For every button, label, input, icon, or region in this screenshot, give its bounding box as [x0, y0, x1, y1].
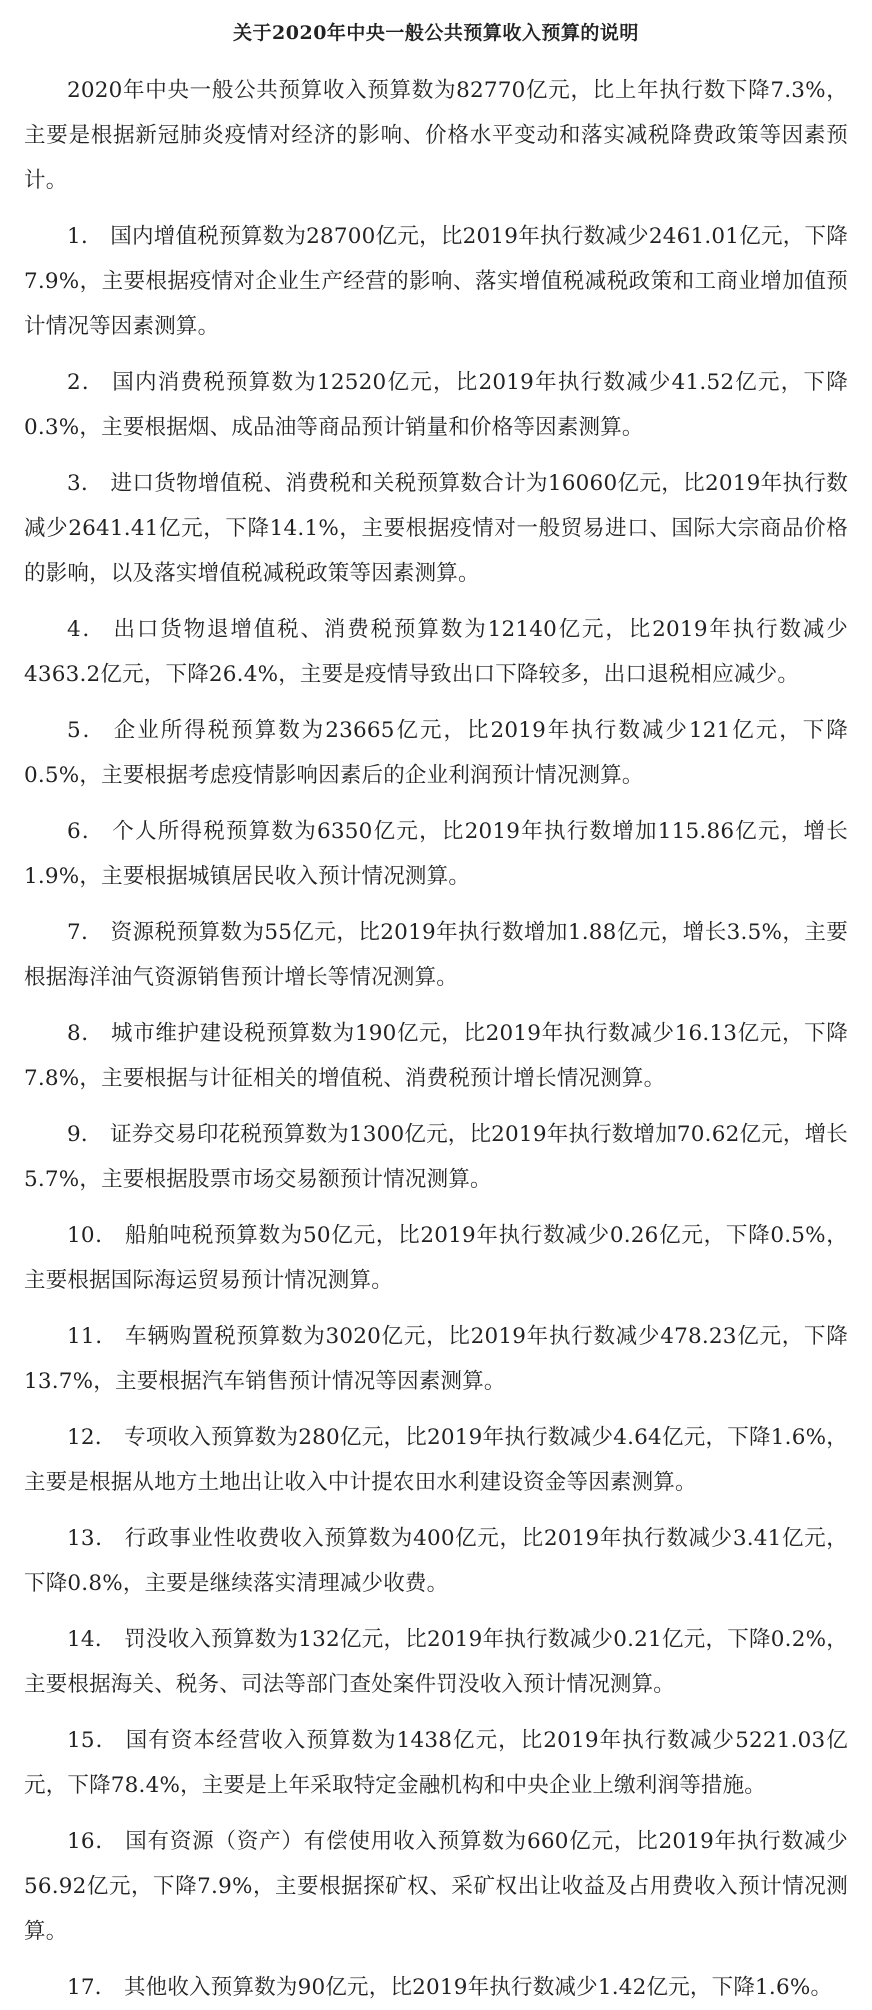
list-item [24, 214, 848, 349]
item-number: 17． [67, 1975, 117, 2000]
intro-paragraph: 2020年中央一般公共预算收入预算数为82770亿元，比上年执行数下降7.3%，主要是根据新冠肺炎疫情对经济的影响、价格水平变动和落实减税降费政策等因素预计。 [24, 78, 848, 193]
item-number: 15． [67, 1728, 119, 1753]
list-item [24, 708, 848, 798]
item-number: 14． [67, 1627, 117, 1652]
list-item [24, 1011, 848, 1101]
item-text: 个人所得税预算数为6350亿元，比2019年执行数增加115.86亿元，增长1.9%，主要根据城镇居民收入预计情况测算。 [24, 819, 848, 889]
item-number: 5． [67, 718, 107, 743]
item-text: 证券交易印花税预算数为1300亿元，比2019年执行数增加70.62亿元，增长5.7%，主要根据股票市场交易额预计情况测算。 [24, 1122, 848, 1192]
item-text: 车辆购置税预算数为3020亿元，比2019年执行数减少478.23亿元，下降13.7%，主要根据汽车销售预计情况等因素测算。 [24, 1324, 848, 1394]
list-item [24, 1617, 848, 1707]
item-number: 3． [67, 471, 103, 496]
item-number: 7． [67, 920, 104, 945]
list-item [24, 1516, 848, 1606]
item-number: 12． [67, 1425, 117, 1450]
list-item [24, 809, 848, 899]
item-number: 1． [67, 224, 103, 249]
item-number: 13． [67, 1526, 118, 1551]
item-number: 6． [67, 819, 105, 844]
list-item [24, 1965, 848, 2010]
list-item [24, 1718, 848, 1808]
item-text: 城市维护建设税预算数为190亿元，比2019年执行数减少16.13亿元，下降7.8%，主要根据与计征相关的增值税、消费税预计增长情况测算。 [24, 1021, 848, 1091]
item-number: 10． [67, 1223, 118, 1248]
item-text: 国内增值税预算数为28700亿元，比2019年执行数减少2461.01亿元，下降7.9%，主要根据疫情对企业生产经营的影响、落实增值税减税政策和工商业增加值预计情况等因素测算。 [24, 224, 848, 339]
item-text: 国有资本经营收入预算数为1438亿元，比2019年执行数减少5221.03亿元，下降78.4%，主要是上年采取特定金融机构和中央企业上缴利润等措施。 [24, 1728, 848, 1798]
item-list [24, 214, 848, 2010]
item-number: 4． [67, 617, 106, 642]
list-item [24, 607, 848, 697]
list-item [24, 1314, 848, 1404]
list-item [24, 360, 848, 450]
item-text: 进口货物增值税、消费税和关税预算数合计为16060亿元，比2019年执行数减少2641.41亿元，下降14.1%，主要根据疫情对一般贸易进口、国际大宗商品价格的影响，以及落实增值税减税政策等因素测算。 [24, 471, 848, 586]
list-item [24, 461, 848, 596]
item-text: 专项收入预算数为280亿元，比2019年执行数减少4.64亿元，下降1.6%，主要是根据从地方土地出让收入中计提农田水利建设资金等因素测算。 [24, 1425, 848, 1495]
item-text: 国有资源（资产）有偿使用收入预算数为660亿元，比2019年执行数减少56.92亿元，下降7.9%，主要根据探矿权、采矿权出让收益及占用费收入预计情况测算。 [24, 1829, 848, 1944]
item-text: 行政事业性收费收入预算数为400亿元，比2019年执行数减少3.41亿元，下降0.8%，主要是继续落实清理减少收费。 [24, 1526, 848, 1596]
item-text: 其他收入预算数为90亿元，比2019年执行数减少1.42亿元，下降1.6%。 [123, 1975, 833, 2000]
item-number: 11． [67, 1324, 118, 1349]
list-item [24, 1213, 848, 1303]
document-title: 关于2020年中央一般公共预算收入预算的说明 [233, 22, 639, 44]
list-item [24, 1819, 848, 1954]
item-text: 罚没收入预算数为132亿元，比2019年执行数减少0.21亿元，下降0.2%，主要根据海关、税务、司法等部门查处案件罚没收入预计情况测算。 [24, 1627, 848, 1697]
item-number: 9． [67, 1122, 103, 1147]
item-text: 企业所得税预算数为23665亿元，比2019年执行数减少121亿元，下降0.5%，主要根据考虑疫情影响因素后的企业利润预计情况测算。 [24, 718, 848, 788]
item-number: 16． [67, 1829, 118, 1854]
item-text: 船舶吨税预算数为50亿元，比2019年执行数减少0.26亿元，下降0.5%，主要根据国际海运贸易预计情况测算。 [24, 1223, 848, 1293]
list-item [24, 1112, 848, 1202]
list-item [24, 910, 848, 1000]
item-text: 资源税预算数为55亿元，比2019年执行数增加1.88亿元，增长3.5%，主要根据海洋油气资源销售预计增长等情况测算。 [24, 920, 848, 990]
item-number: 8． [67, 1021, 104, 1046]
item-text: 国内消费税预算数为12520亿元，比2019年执行数减少41.52亿元，下降0.3%，主要根据烟、成品油等商品预计销量和价格等因素测算。 [24, 370, 848, 440]
list-item [24, 1415, 848, 1505]
item-number: 2． [67, 370, 105, 395]
item-text: 出口货物退增值税、消费税预算数为12140亿元，比2019年执行数减少4363.2亿元，下降26.4%，主要是疫情导致出口下降较多，出口退税相应减少。 [24, 617, 848, 687]
